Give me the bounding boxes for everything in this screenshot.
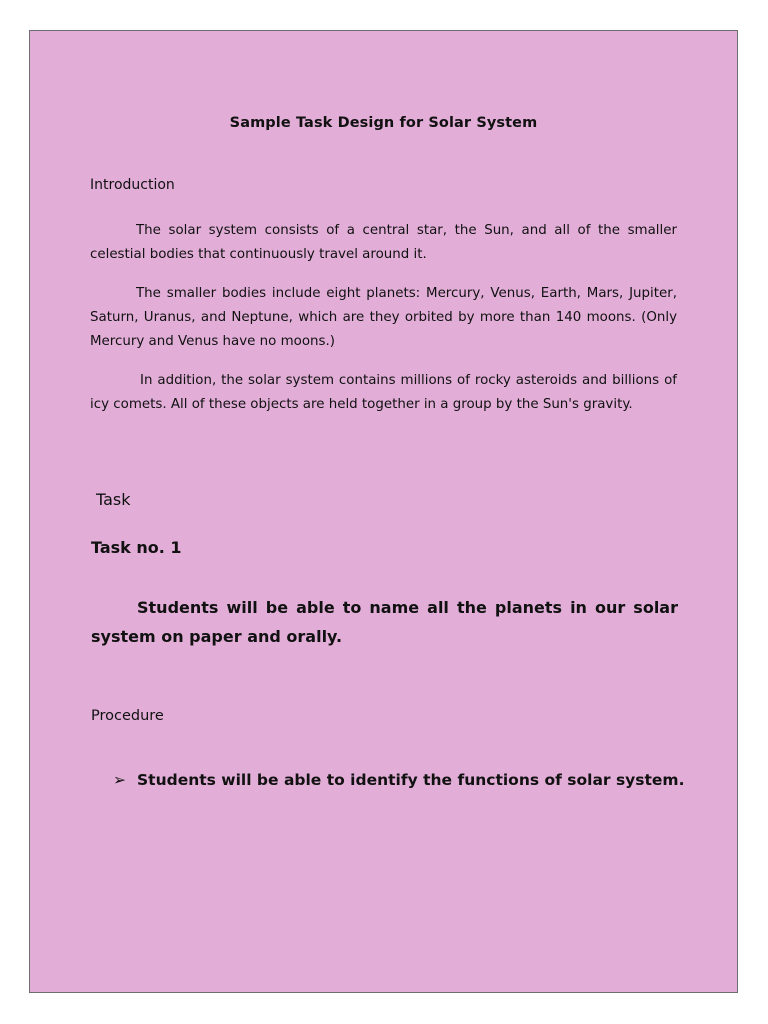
task-objective: Students will be able to name all the planets in our solar system on paper and orally. — [91, 598, 678, 646]
introduction-heading: Introduction — [90, 177, 175, 193]
task-number: Task no. 1 — [91, 538, 182, 557]
introduction-paragraph-3: In addition, the solar system contains millions of rocky asteroids and billions of icy comets. All of these objects are held together in a group by the Sun's gravity. — [90, 373, 677, 412]
document-page — [29, 30, 738, 993]
introduction-paragraph-1: The solar system consists of a central star, the Sun, and all of the smaller celestial bodies that continuously travel around it. — [90, 223, 677, 262]
procedure-list-item — [113, 771, 684, 789]
procedure-heading: Procedure — [91, 708, 164, 724]
introduction-paragraph-2: The smaller bodies include eight planets: Mercury, Venus, Earth, Mars, Jupiter, Saturn, Uranus, and Neptune, which are they orbited by more than 140 moons. (Only Mercury and Venus have no moons.) — [90, 286, 677, 349]
procedure-item-text: Students will be able to identify the functions of solar system. — [137, 771, 685, 789]
arrowhead-bullet-icon: ➢ — [113, 771, 126, 789]
document-title: Sample Task Design for Solar System — [229, 115, 538, 131]
task-heading: Task — [96, 490, 131, 509]
